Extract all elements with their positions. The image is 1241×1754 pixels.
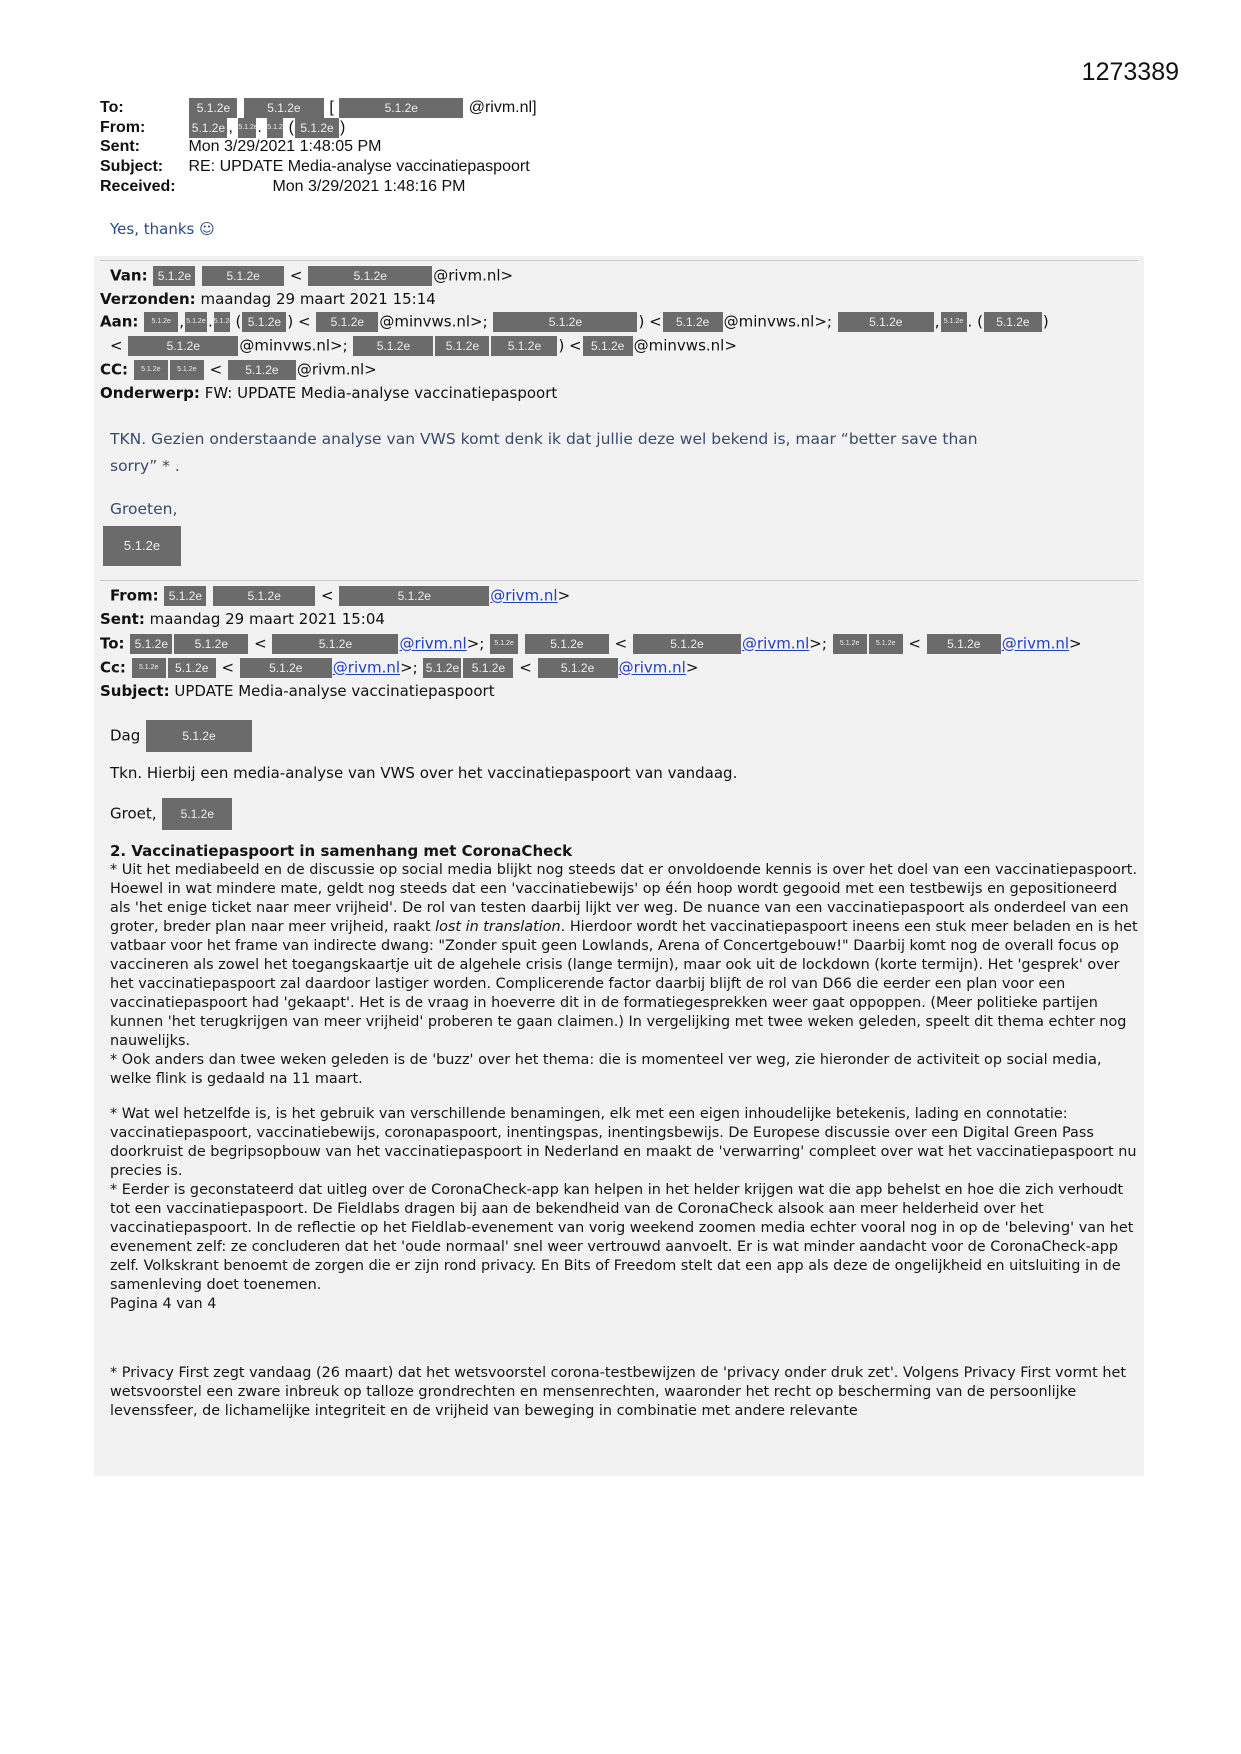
redaction-box: 5.1.2e — [238, 118, 256, 138]
subject-label: Subject: — [100, 682, 170, 700]
onderwerp-label: Onderwerp: — [100, 384, 200, 402]
to-label: To: — [100, 634, 125, 653]
redaction-box: 5.1.2e — [423, 658, 461, 678]
van-label: Van: — [110, 266, 148, 285]
fw2-groet-row — [110, 798, 233, 830]
sent-label: Sent: — [100, 138, 140, 155]
analysis-paragraph-4: * Eerder is geconstateerd dat uitleg over de CoronaCheck-app kan helpen in het helder krijgen wat die app behelst en hoe die zich verhoudt tot een vaccinatiepaspoort. De Fieldlabs dragen bij aan de bekendheid van de CoronaCheck alsook aan meer helderheid over het vaccinatiepaspoort. In de reflectie op het Fieldlab-evenement van vorig weekend zoomen media echter vooral nog in op de 'beleving' van het evenement zelf: ze concluderen dat het 'oude normaal' snel weer vertrouwd aanvoelt. Er is wat minder aandacht voor de CoronaCheck-app zelf. Volkskrant benoemt de zorgen die er zijn rond privacy. En Bits of Freedom stelt dat een app als deze de ongelijkheid en uitsluiting in de samenleving doet toenemen. — [110, 1182, 1134, 1293]
minvws-address: @minvws.nl>; — [723, 312, 832, 331]
redaction-box: 5.1.2e — [308, 266, 432, 286]
sent-label: Sent: — [100, 610, 145, 628]
received-row — [100, 178, 537, 198]
redaction-box: 5.1.2e — [490, 634, 518, 654]
fw2-sent-row — [100, 610, 385, 628]
redaction-box: 5.1.2e — [633, 634, 741, 654]
received-value: Mon 3/29/2021 1:48:16 PM — [272, 178, 466, 195]
email-link[interactable]: @rivm.nl — [490, 586, 558, 605]
redaction-box: 5.1.2e — [153, 266, 195, 286]
subject-row — [100, 158, 537, 178]
analysis-paragraph-3: * Wat wel hetzelfde is, is het gebruik van verschillende benamingen, elk met een eigen inhoudelijke betekenis, lading en connotatie: vaccinatiepaspoort, vaccinatiebewijs, coronapaspoort, inentingspas, inentingsbewijs. De Europese discussie over een Digital Green Pass doorkruist de begripsopbouw van het vaccinatiepaspoort in Nederland en maakt de 'verwarring' compleet over wat het vaccinatiepaspoort nu precies is. — [110, 1106, 1137, 1179]
redaction-box: 5.1.2e — [213, 586, 315, 606]
fw1-groeten: Groeten, — [110, 500, 178, 518]
redaction-box: 5.1.2e — [435, 336, 489, 356]
subject-value: UPDATE Media-analyse vaccinatiepaspoort — [174, 682, 495, 700]
minvws-address: @minvws.nl>; — [379, 312, 488, 331]
separator — [100, 580, 1138, 581]
fw2-subject-row — [100, 682, 495, 700]
redaction-box: 5.1.2e — [170, 360, 204, 380]
fw1-body-line-1: TKN. Gezien onderstaande analyse van VWS komt denk ik dat jullie deze wel bekend is, maar “better save than — [110, 430, 978, 448]
redaction-box: 5.1.2e — [164, 586, 206, 606]
redaction-box: 5.1.2e — [228, 360, 296, 380]
fw1-body-line-2: sorry” * . — [110, 457, 180, 475]
to-domain: @rivm.nl] — [468, 99, 537, 117]
email-link[interactable]: @rivm.nl — [399, 634, 467, 653]
analysis-paragraph-5: * Privacy First zegt vandaag (26 maart) dat het wetsvoorstel corona-testbewijzen de 'privacy onder druk zet'. Volgens Privacy First vormt het wetsvoorstel een zware inbreuk op talloze grondrechten en mensenrechten, waaronder het recht op bescherming van de persoonlijke levenssfeer, de lichamelijke integriteit en de vrijheid van beweging in combinatie met andere relevante — [110, 1365, 1127, 1419]
cc-domain: @rivm.nl> — [296, 360, 377, 379]
redaction-box: 5.1.2e — [941, 312, 967, 332]
fw2-from-row: From: 5.1.2e 5.1.2e < 5.1.2e @rivm.nl> — [110, 586, 571, 605]
fw2-cc-row: Cc: 5.1.2e 5.1.2e < 5.1.2e @rivm.nl>; 5.1.2e 5.1.2e < 5.1.2e @rivm.nl> — [100, 658, 699, 677]
reply-text: Yes, thanks ☺ — [110, 220, 215, 238]
fw1-van-row: Van: 5.1.2e 5.1.2e < 5.1.2e @rivm.nl> — [110, 266, 514, 285]
fw2-dag-row — [110, 720, 253, 752]
sent-value: maandag 29 maart 2021 15:04 — [149, 610, 385, 628]
fw1-onderwerp-row — [100, 384, 557, 402]
to-row: To: 5.1.2e 5.1.2e [ 5.1.2e @rivm.nl] — [100, 99, 537, 117]
redaction-box: 5.1.2e — [202, 266, 284, 286]
redaction-box: 5.1.2e — [339, 586, 489, 606]
redaction-box: 5.1.2e — [146, 720, 252, 752]
redaction-box: 5.1.2e — [339, 98, 463, 118]
sent-value: Mon 3/29/2021 1:48:05 PM — [188, 138, 382, 155]
cc-label: CC: — [100, 360, 129, 379]
signature-redaction: 5.1.2e — [103, 526, 181, 566]
redaction-box: 5.1.2e — [833, 634, 867, 654]
redaction-box: 5.1.2e — [134, 360, 168, 380]
redaction-box: 5.1.2e — [189, 118, 227, 138]
redaction-box: 5.1.2e — [130, 634, 172, 654]
redaction-box: 5.1.2e — [128, 336, 238, 356]
fw2-tkn-line: Tkn. Hierbij een media-analyse van VWS over het vaccinatiepaspoort van vandaag. — [110, 764, 738, 782]
redaction-box: 5.1.2e — [838, 312, 934, 332]
cc-label: Cc: — [100, 658, 126, 677]
redaction-box: 5.1.2e — [491, 336, 557, 356]
email-link[interactable]: @rivm.nl — [332, 658, 401, 677]
minvws-address: @minvws.nl>; — [239, 336, 348, 355]
outer-header — [100, 98, 537, 198]
redaction-box: 5.1.2e — [538, 658, 618, 678]
redaction-box: 5.1.2e — [162, 798, 232, 830]
redaction-box: 5.1.2e — [493, 312, 637, 332]
verzonden-value: maandag 29 maart 2021 15:14 — [200, 290, 436, 308]
redaction-box: 5.1.2e — [132, 658, 166, 678]
redaction-box: 5.1.2e — [189, 98, 237, 118]
separator — [100, 260, 1138, 261]
p1-text-b: . Hierdoor wordt het vaccinatiepaspoort ineens een stuk meer beladen en is het vatbaar voor het frame van indirecte dwang: "Zonder spuit geen Lowlands, Arena of Concertgebouw!" Daarbij komt nog de overall focus op vaccineren als zowel het toegangskaartje uit de algehele crisis (lange termijn), maar ook uit de lockdown (korte termijn). Het 'gesprek' over het vaccinatiepaspoort zal daardoor lastiger worden. Complicerende factor daarbij blijft de rol van D66 die eerder een plan voor een vaccinatiepaspoort had 'gekaapt'. Het is de vraag in hoeverre dit in de formatiegesprekken weer gaat oppoppen. (Meer politieke partijen kunnen 'het terugkrijgen van meer vrijheid' proberen te gaan claimen.) In vergelijking met twee weken geleden, speelt dit thema echter nog nauwelijks. — [110, 919, 1138, 1049]
verzonden-label: Verzonden: — [100, 290, 196, 308]
redaction-box: 5.1.2e — [663, 312, 723, 332]
analysis-body — [110, 842, 1140, 1421]
redaction-box: 5.1.2e — [144, 312, 178, 332]
redaction-box: 5.1.2e — [295, 118, 339, 138]
email-link[interactable]: @rivm.nl — [618, 658, 686, 677]
redaction-box: 5.1.2e — [242, 312, 286, 332]
redaction-box: 5.1.2e — [583, 336, 633, 356]
redaction-box: 5.1.2e — [984, 312, 1042, 332]
redaction-box: 5.1.2e — [525, 634, 609, 654]
p1-text-a: * Uit het mediabeeld en de discussie op social media blijkt nog steeds dat er onvoldoende kennis is over het doel van een vaccinatiepaspoort. Hoewel in wat mindere mate, geldt nog steeds dat een 'vaccinatiebewijs' op één hoop wordt gegooid met een testbewijs en gepositioneerd als 'het enige ticket naar meer vrijheid'. De rol van testen daarbij lijkt ver weg. De nuance van een vaccinatiepaspoort als onderdeel van een groter, breder plan naar meer vrijheid, raakt — [110, 862, 1138, 935]
groet-text: Groet, — [110, 804, 157, 823]
subject-value: RE: UPDATE Media-analyse vaccinatiepaspoort — [188, 158, 530, 175]
from-label: From: — [100, 119, 146, 137]
from-label: From: — [110, 586, 159, 605]
sent-row — [100, 138, 537, 158]
from-row: From: 5.1.2e , 5.1.2e. 5.1.2e ( 5.1.2e ) — [100, 119, 346, 137]
page-number: Pagina 4 van 4 — [110, 1296, 217, 1312]
redaction-box: 5.1.2e — [272, 634, 398, 654]
received-label: Received: — [100, 178, 176, 195]
email-link[interactable]: @rivm.nl — [741, 634, 810, 653]
analysis-paragraph-1 — [110, 861, 1140, 1051]
redaction-box: 5.1.2e — [174, 634, 248, 654]
document-id: 1273389 — [1081, 58, 1179, 86]
fw1-cc-row: CC: 5.1.2e 5.1.2e < 5.1.2e @rivm.nl> — [100, 360, 377, 379]
onderwerp-value: FW: UPDATE Media-analyse vaccinatiepaspoort — [204, 384, 558, 402]
dag-greeting: Dag — [110, 726, 141, 745]
analysis-paragraph-2: * Ook anders dan twee weken geleden is de 'buzz' over het thema: die is momenteel ver weg, zie hieronder de activiteit op social media, welke flink is gedaald na 11 maart. — [110, 1052, 1102, 1087]
email-link[interactable]: @rivm.nl — [1001, 634, 1070, 653]
redaction-box: 5.1.2e — [168, 658, 216, 678]
redaction-box: 5.1.2e — [927, 634, 1001, 654]
redaction-box: 5.1.2e — [185, 312, 207, 332]
redaction-box: 5.1.2e — [267, 118, 283, 138]
redaction-box: 5.1.2e — [316, 312, 378, 332]
redaction-box: 5.1.2e — [240, 658, 332, 678]
van-domain: @rivm.nl> — [433, 266, 514, 285]
fw1-aan-row: Aan: 5.1.2e , 5.1.2e .5.1.2e ( 5.1.2e ) < 5.1.2e @minvws.nl>; 5.1.2e ) < 5.1.2e @minvws.nl>; 5.1.2e , 5.1.2e . ( 5.1.2e ) — [100, 312, 1049, 331]
fw2-to-row: To: 5.1.2e 5.1.2e < 5.1.2e @rivm.nl>; 5.1.2e 5.1.2e < 5.1.2e @rivm.nl>; 5.1.2e 5.1.2e < 5.1.2e @rivm.nl> — [100, 634, 1082, 653]
minvws-address: @minvws.nl> — [633, 336, 737, 355]
to-label: To: — [100, 99, 124, 117]
redaction-box: 5.1.2e — [244, 98, 324, 118]
redaction-box: 5.1.2e — [353, 336, 433, 356]
p1-emphasis: lost in translation — [435, 919, 561, 935]
aan-label: Aan: — [100, 312, 139, 331]
redaction-box: 5.1.2e — [214, 312, 230, 332]
redaction-box: 5.1.2e — [869, 634, 903, 654]
subject-label: Subject: — [100, 158, 164, 175]
redaction-box: 5.1.2e — [463, 658, 513, 678]
fw1-verzonden-row — [100, 290, 436, 308]
fw1-aan-row-2: < 5.1.2e @minvws.nl>; 5.1.2e 5.1.2e 5.1.2e ) < 5.1.2e @minvws.nl> — [110, 336, 737, 355]
section-heading: 2. Vaccinatiepaspoort in samenhang met CoronaCheck — [110, 842, 573, 860]
